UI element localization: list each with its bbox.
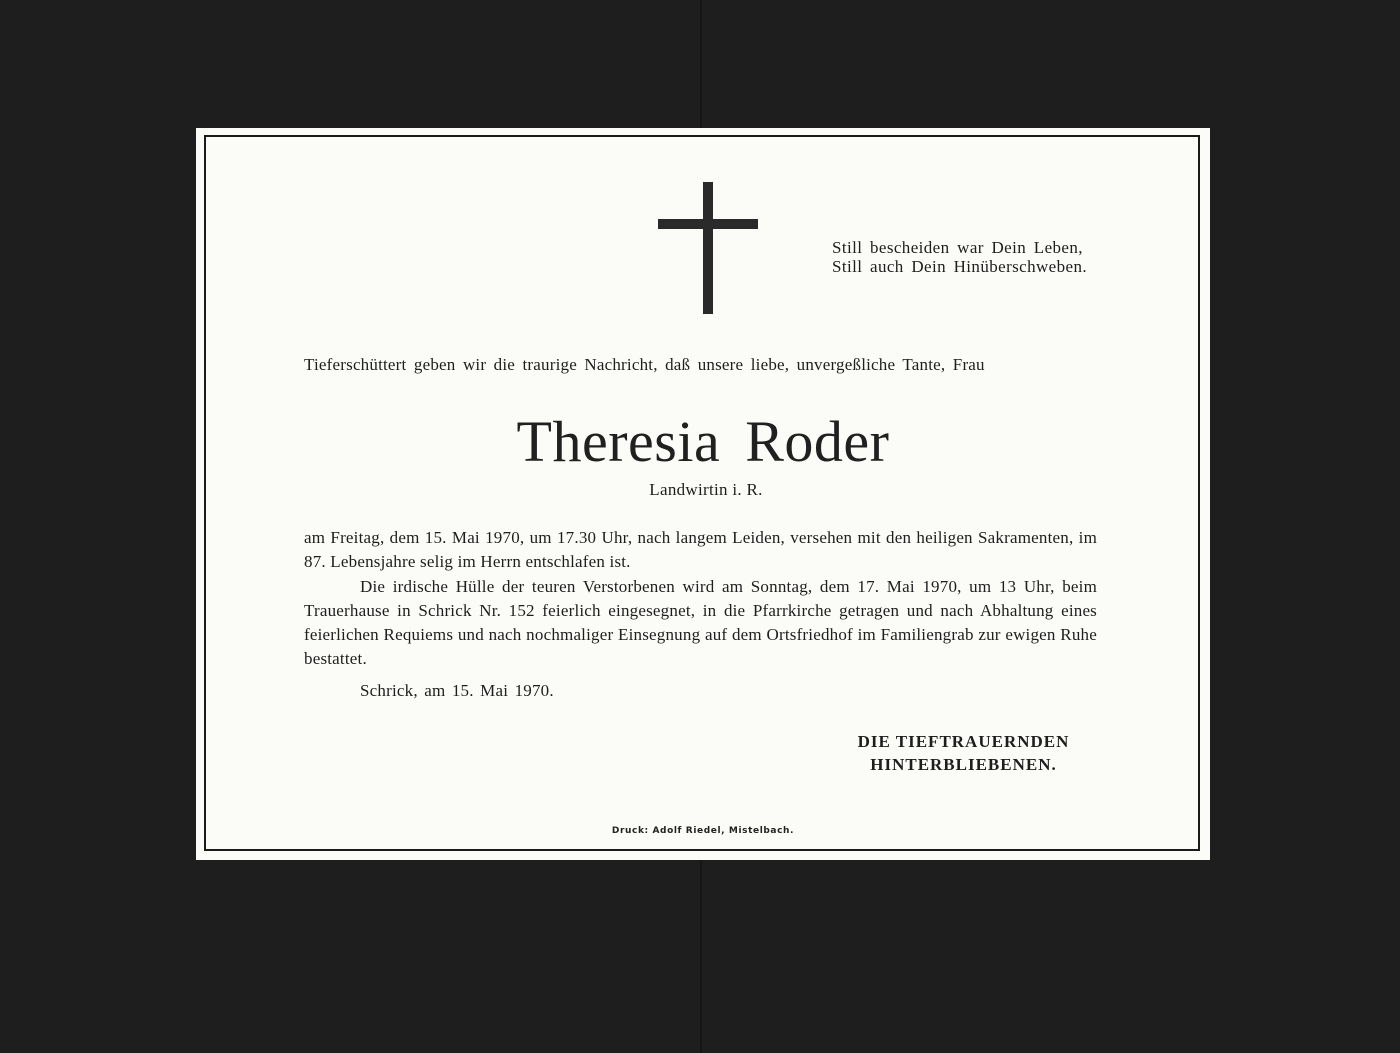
death-paragraph: am Freitag, dem 15. Mai 1970, um 17.30 Uhr, nach langem Leiden, versehen mit den heiligen Sakramenten, im 87. Lebensjahre selig im Herrn entschlafen ist.: [304, 528, 1097, 571]
motto-line-2: Still auch Dein Hinüberschweben.: [832, 257, 1088, 276]
cross-vertical-bar: [703, 182, 713, 314]
printer-credit: Druck: Adolf Riedel, Mistelbach.: [611, 826, 795, 836]
funeral-paragraph: Die irdische Hülle der teuren Verstorbenen wird am Sonntag, dem 17. Mai 1970, um 13 Uhr, beim Trauerhause in Schrick Nr. 152 feierlich eingesegnet, in die Pfarrkirche getragen und nach Abhaltung eines feierlichen Requiems und nach nochmaliger Einsegnung auf dem Ortsfriedhof im Familiengrab zur ewigen Ruhe bestattet.: [304, 577, 1097, 668]
intro-sentence: Tieferschüttert geben wir die traurige Nachricht, daß unsere liebe, unvergeßliche Tante, Frau: [304, 355, 985, 374]
motto-line-1: Still bescheiden war Dein Leben,: [832, 238, 1083, 257]
obituary-card: [196, 128, 1210, 860]
signature-line-1: DIE TIEFTRAUERNDEN: [857, 732, 1070, 751]
deceased-occupation: Landwirtin i. R.: [649, 480, 763, 499]
signature-block: [796, 730, 1131, 776]
place-date: Schrick, am 15. Mai 1970.: [360, 681, 554, 700]
deceased-name: Theresia Roder: [516, 409, 890, 474]
cross-horizontal-bar: [658, 219, 758, 229]
signature-line-2: HINTERBLIEBENEN.: [870, 755, 1057, 774]
motto-verse: [832, 238, 1087, 276]
